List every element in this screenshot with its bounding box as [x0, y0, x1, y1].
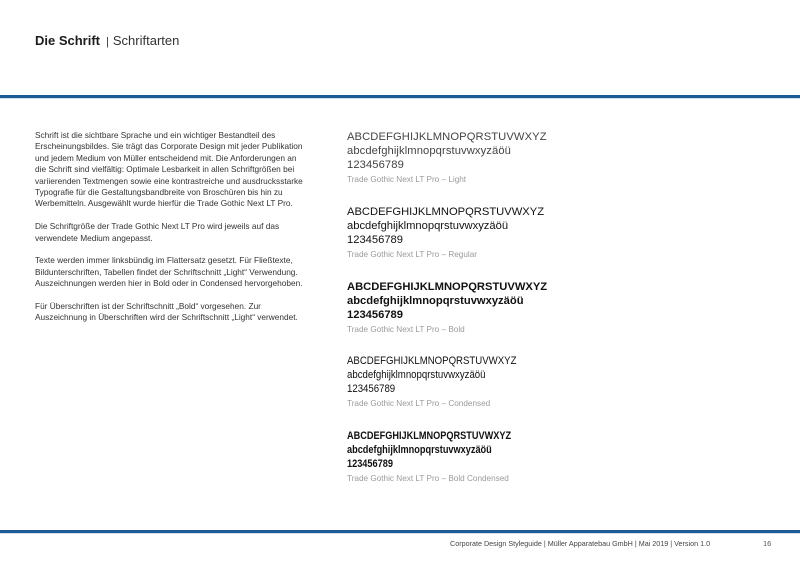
section-subtitle: Schriftarten [112, 33, 180, 48]
section-title: Die Schrift [35, 33, 101, 48]
sample-caption: Trade Gothic Next LT Pro – Condensed [347, 399, 491, 409]
sample-lowercase: abcdefghijklmnopqrstuvwxyzäöü [347, 443, 492, 456]
paragraph: Die Schriftgröße der Trade Gothic Next LT Pro wird jeweils auf das verwendete Medium angepasst. [35, 221, 280, 243]
sample-caption: Trade Gothic Next LT Pro – Regular [347, 250, 477, 260]
sample-digits: 123456789 [347, 233, 403, 246]
sample-uppercase: ABCDEFGHIJKLMNOPQRSTUVWXYZ [347, 430, 512, 442]
sample-digits: 123456789 [347, 308, 403, 321]
title-separator: | [106, 36, 109, 48]
page-title [35, 33, 179, 50]
sample-caption: Trade Gothic Next LT Pro – Bold [347, 325, 465, 335]
footer-divider [0, 530, 800, 533]
sample-digits: 123456789 [347, 158, 404, 171]
footer-text: Corporate Design Styleguide | Müller Apparatebau GmbH | Mai 2019 | Version 1.0 [450, 539, 711, 548]
font-sample-regular [347, 206, 544, 261]
sample-caption: Trade Gothic Next LT Pro – Light [347, 175, 467, 185]
sample-caption: Trade Gothic Next LT Pro – Bold Condensed [347, 474, 509, 484]
header-divider [0, 95, 800, 98]
paragraph: Für Überschriften ist der Schriftschnitt „Bold“ vorgesehen. Zur Auszeichnung in Überschriften wird der Schriftschnitt „Light“ verwendet. [35, 301, 298, 323]
sample-digits: 123456789 [347, 457, 393, 470]
sample-lowercase: abcdefghijklmnopqrstuvwxyzäöü [347, 294, 524, 307]
font-sample-bold [347, 281, 547, 336]
sample-uppercase: ABCDEFGHIJKLMNOPQRSTUVWXYZ [347, 355, 517, 367]
paragraph: Texte werden immer linksbündig im Flattersatz gesetzt. Für Fließtexte, Bildunterschriften, Tabellen findet der Schriftschnitt „Light“ Verwendung. Auszeichnungen werden hier in Bold oder in Condensed hervorgehoben. [35, 255, 303, 289]
sample-uppercase: ABCDEFGHIJKLMNOPQRSTUVWXYZ [347, 131, 547, 143]
font-sample-light [347, 131, 547, 186]
sample-lowercase: abcdefghijklmnopqrstuvwxyzäöü [347, 144, 511, 157]
body-text [35, 130, 305, 335]
font-sample-condensed [347, 355, 544, 410]
sample-uppercase: ABCDEFGHIJKLMNOPQRSTUVWXYZ [347, 281, 548, 293]
paragraph: Schrift ist die sichtbare Sprache und ein wichtiger Bestandteil des Erscheinungsbildes. Sie trägt das Corporate Design mit jeder Publikation und jedem Medium von Müller entscheidend mit. Die Anforderungen an die Schrift sind vielfältig: Optimale Lesbarkeit in allen Schriftgrößen bei variierenden Textmengen sowie eine kontrastreiche und ausdrucksstarke Typografie für die Gestaltungsbandbreite von Broschüren bis hin zu Werbemitteln. Ausgewählt wurde hierfür die Trade Gothic Next LT Pro. [35, 130, 303, 209]
sample-digits: 123456789 [347, 382, 396, 395]
page-number: 16 [763, 539, 772, 548]
sample-lowercase: abcdefghijklmnopqrstuvwxyzäöü [347, 219, 509, 232]
sample-uppercase: ABCDEFGHIJKLMNOPQRSTUVWXYZ [347, 206, 545, 218]
sample-lowercase: abcdefghijklmnopqrstuvwxyzäöü [347, 368, 486, 381]
font-sample-bold-condensed [347, 430, 547, 485]
